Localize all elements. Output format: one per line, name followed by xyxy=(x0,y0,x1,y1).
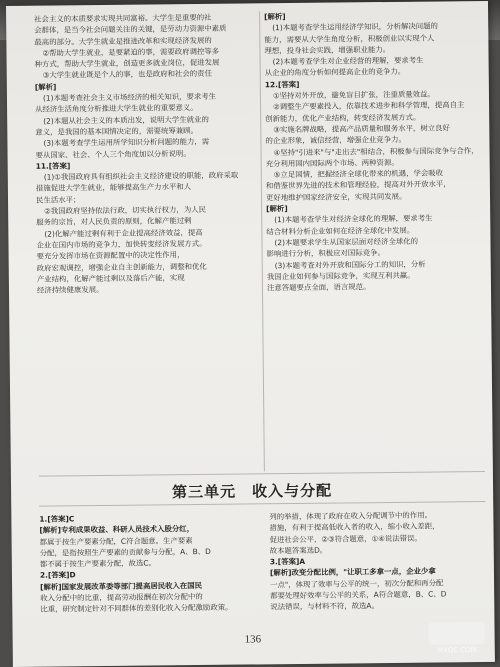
bottom-right-line: 列的举措，体现了政府在收入分配调节中的作用。 xyxy=(269,510,433,522)
page-number: 136 xyxy=(244,633,262,646)
right-column-line: 12.[答案] xyxy=(264,79,300,90)
left-column-line: (3)本题考查学生运用所学知识分析问题的能力，需 xyxy=(43,137,210,148)
bottom-right-line: 故本题答案选D。 xyxy=(269,545,328,556)
left-column-line: 经济持续健康发展。 xyxy=(36,285,104,295)
right-column-line: (1)本题考查学生对经济全球化的理解，要求考生 xyxy=(274,213,433,225)
right-column-line: 结合材料分析企业如何在经济全球化中发展。 xyxy=(266,225,415,236)
bottom-right-line: 都要处理好效率与公平的关系，A符合题意，B、C、D xyxy=(270,589,447,601)
right-column-line: (1)本题考查学生运用经济学知识，分析解决问题的 xyxy=(272,21,438,33)
left-column-line: (1)①我国政府具有组织社会主义经济建设的职能，政府采取 xyxy=(43,170,239,182)
bottom-left-line: [解析]国家发展改革委等部门提高居民收入在国民 xyxy=(40,580,203,592)
left-column-line: 产业结构，化解产能过剩以及落后产能，实现 xyxy=(36,272,185,284)
right-column-line: ⑤立足国情，把握经济全球化带来的机遇，学会吸收 xyxy=(273,168,444,180)
right-column-line: ④坚持"引进来"与"走出去"相结合，积极参与国际竞争与合作， xyxy=(273,145,479,157)
bottom-left-line: 都不属于按生产要素分配，故选C。 xyxy=(39,558,156,569)
left-column-line: 政府宏观调控，增强企业自主创新能力，调整和优化 xyxy=(36,261,207,273)
bottom-left-line: 都属于按生产要素分配，C符合题意。生产要素 xyxy=(39,535,193,547)
bottom-left-line: 收入分配中的比重，提高劳动报酬在初次分配中的 xyxy=(40,592,203,603)
left-column-line: 民生活水平； xyxy=(35,194,81,205)
bottom-right-line: 说法错误，与材料不符，故选A。 xyxy=(270,601,379,612)
left-column-line: 要充分发挥市场在资源配置中的决定性作用， xyxy=(36,250,185,261)
bottom-left-line: [解析]专利成果收益、科研人员技术入股分红， xyxy=(39,524,195,535)
left-column-line: ③大学生就业既是个人的事，也是政府和社会的责任 xyxy=(42,69,213,81)
book-page xyxy=(6,1,495,667)
right-column-line: 创新能力，优化产业结构，转变经济发展方式。 xyxy=(265,112,421,123)
bottom-left-line: 分配，是指按照生产要素的贡献参与分配，A、B、D xyxy=(39,546,211,558)
right-column-line: (2)本题要求学生从国家层面对经济全球化的 xyxy=(274,236,419,248)
left-column-line: 意义，是我国的基本国情决定的，需要统筹兼顾。 xyxy=(35,125,198,137)
right-column-line: 我国企业如何参与国际竞争，实现互利共赢。 xyxy=(266,270,415,282)
right-column-line: 和借鉴世界先进的技术和管理经验，提高对外开放水平， xyxy=(265,179,451,191)
right-column-line: ②调整生产要素投入，依靠技术进步和科学管理，提高自主 xyxy=(273,100,465,112)
right-column xyxy=(264,9,483,451)
right-column-line: ③实施名牌战略，提高产品质量和服务水平，树立良好 xyxy=(273,123,450,135)
left-column xyxy=(34,11,261,453)
right-column-line: (3)本题考查对外开放和国际分工的知识，分析 xyxy=(274,259,426,270)
bottom-left-line: 比重，研究制定针对不同群体的差别化收入分配激励政策。 xyxy=(40,603,233,615)
watermark-logo xyxy=(426,620,486,657)
right-column-line: 能力，需要从大学生角度分析，积极创业以实现个人 xyxy=(264,33,435,44)
left-column-line: 从经济生活角度分析推进大学生就业的重要意义。 xyxy=(35,103,198,115)
bottom-right-line: 一点"，体现了效率与公平的统一，初次分配和再分配 xyxy=(270,578,444,590)
left-column-line: 11.[答案] xyxy=(35,161,71,171)
right-column-line: 理想，投身社会实践，增强职业能力。 xyxy=(264,44,391,56)
left-column-line: 会群体，是当今社会问题关注的关键，是劳动力资源中素质 xyxy=(34,23,227,36)
section-rule-top xyxy=(39,471,485,476)
left-column-line: 措施促进大学生就业，能够提高生产力水平和人 xyxy=(35,182,192,194)
left-column-line: (2)本题从社会主义的本质出发，说明大学生就业的 xyxy=(43,114,209,126)
left-column-line: 企业在国内市场的竞争力，加快转变经济发展方式。 xyxy=(36,238,207,250)
left-column-line: ②我国政府坚持依法行政，切实执行权力，为人民 xyxy=(44,204,207,216)
bottom-right-line: 措施，有利于提高低收入者的收入，缩小收入差距， xyxy=(269,521,440,533)
svg-text:MXQE.COM: MXQE.COM xyxy=(437,646,477,655)
right-column-line: 的企业形象，诚信经营，增强企业竞争力。 xyxy=(265,135,406,146)
right-column-line: [解析] xyxy=(264,12,286,22)
bottom-right-line: 3.[答案]A xyxy=(269,557,306,567)
bottom-right-line: [解析]改变分配比例，"让职工多拿一点，企业少拿 xyxy=(269,567,436,578)
left-column-line: 种方式，帮助大学生就业，创造更多就业岗位，促进发展 xyxy=(34,57,220,69)
left-column-line: (2)化解产能过剩有利于企业提高经济效益，提高 xyxy=(44,227,203,239)
left-column-line: 服务的宗旨，对人民负责的原则，化解产能过剩 xyxy=(36,216,192,228)
right-column-line: (2)本题考查学生对企业经营的理解，要求考生 xyxy=(272,55,424,67)
bottom-left-line: 2.[答案]D xyxy=(39,570,76,581)
unit-title: 第三单元 收入与分配 xyxy=(171,481,333,502)
bottom-left-column xyxy=(39,511,262,653)
left-column-line: (1)本题考查社会主义市场经济的相关知识，要求考生 xyxy=(42,91,217,103)
right-column-line: 更好地维护国家经济安全，实现共同发展。 xyxy=(265,191,407,203)
left-column-line: 要从国家、社会、个人三个角度加以分析说明。 xyxy=(35,148,191,160)
right-column-line: 注意答题要点全面，语言规范。 xyxy=(266,282,371,293)
left-column-line: ②帮助大学生就业，是要紧迫的事，需要政府调控等多 xyxy=(42,46,220,58)
right-column-line: 影响进行分析，积极应对国际竞争。 xyxy=(266,248,385,259)
bottom-left-line: 1.[答案]C xyxy=(39,514,75,524)
left-column-line: 最高的部分。大学生就业是推进改革和实现经济发展的 xyxy=(34,35,212,47)
left-column-line: [解析] xyxy=(34,82,57,92)
right-column-line: 从企业的角度分析如何提高企业的竞争力。 xyxy=(264,67,406,78)
right-column-line: 充分利用国内国际两个市场、两种资源。 xyxy=(265,157,399,169)
bottom-right-line: 促进社会公平，②③符合题意，①④说法错误。 xyxy=(269,533,422,544)
right-column-line: [解析] xyxy=(266,204,288,214)
right-column-line: ①坚持对外开放，避免盲目扩张，注重质量效益。 xyxy=(272,89,435,101)
left-column-line: 社会主义的本质要求实现共同富裕。大学生是重要的社 xyxy=(34,12,212,24)
